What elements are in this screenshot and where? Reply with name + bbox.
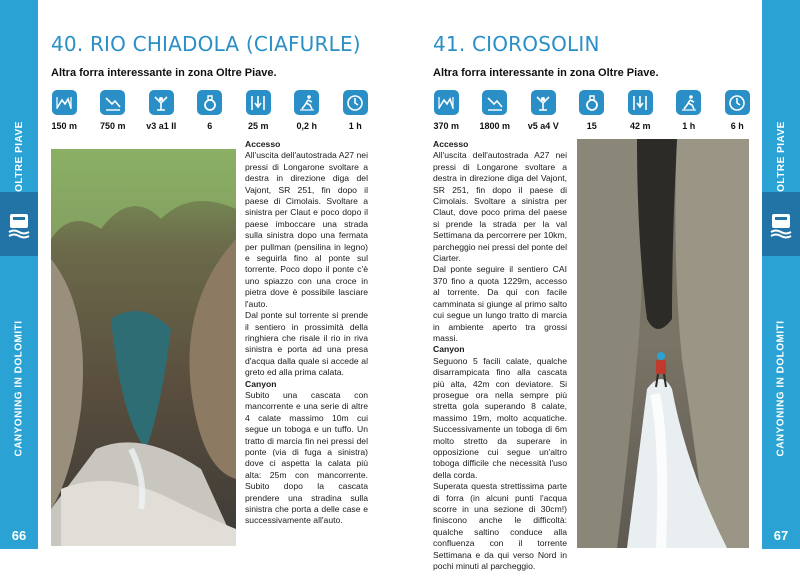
descent-icon (100, 90, 125, 115)
side-label-oltre-piave: OLTRE PIAVE (13, 120, 25, 192)
side-label-oltre-piave: OLTRE PIAVE (775, 120, 787, 192)
description-right (433, 139, 567, 572)
page-number-right: 67 (773, 527, 789, 543)
canyon-photo-left (51, 149, 236, 546)
side-label-canyoning: CANYONING IN DOLOMITI (775, 320, 787, 457)
stat-rating: v3 a1 II (137, 90, 186, 131)
longest-rappel-icon (246, 90, 271, 115)
stat-duration: 6 h (713, 90, 762, 131)
stat-duration: 1 h (331, 90, 380, 131)
stat-elevation: 370 m (422, 90, 471, 131)
approach-time-icon (294, 90, 319, 115)
approach-time-icon (676, 90, 701, 115)
stat-rappels: 15 (568, 90, 617, 131)
stat-longest-rappel: 42 m (616, 90, 665, 131)
rappels-count-icon (197, 90, 222, 115)
duration-icon (725, 90, 750, 115)
page-title-right: 41. CIOROSOLIN (433, 32, 600, 56)
access-text: All'uscita dell'autostrada A27 nei pressi di Longarone svoltare a destra in direzione diga del Vajont, SR 251, fin dopo il paese di Cimolais. Svoltare a sinistra per Claut e poco dopo il paese imboccare una strada sulla sinistra dopo una fermata per pullman (pensilina in legno) e seguirla fino al ponte sul torrente. Poco dopo il ponte c'è uno spiazzo con una croce in pietra dove è possibile lasciare l'auto. (245, 150, 368, 309)
access-text: All'uscita dell'autostrada A27 nei pressi di Longarone svoltare a destra in direzione diga del Vajont, SR 251, fin dopo il paese di Cimolais. Svoltare a sinistra per Claut, dove poco prima del paese si prende la strada per la val Settimana da percorrere per 10km, parcheggio nei pressi del ponte del Ciarter. (433, 150, 567, 264)
stat-rappels: 6 (186, 90, 235, 131)
longest-rappel-icon (628, 90, 653, 115)
access-heading: Accesso (433, 139, 469, 149)
rappels-count-icon (579, 90, 604, 115)
right-side-bar (762, 0, 800, 581)
canyon-text: Subito una cascata con mancorrente e una serie di altre 4 calate massimo 10m cui segue un toboga e un tuffo. Un tratto di marcia fin nei pressi del ponte (via di fuga a sinistra) dove ci aspetta la calata più alta: 25m con mancorrente. Subito dopo la cascata prendere una stradina sulla sinistra che porta a delle case e successivamente all'auto. (245, 389, 368, 526)
access-text-2: Dal ponte sul torrente si prende il sentiero in prossimità della ringhiera che risale il rio in riva sinistra e porta ad una presa d'acqua dalla quale si accede al greto ed alla prima calata. (245, 310, 368, 378)
stat-descent: 750 m (89, 90, 138, 131)
duration-icon (343, 90, 368, 115)
boat-icon (762, 192, 800, 256)
description-left (245, 139, 368, 527)
subtitle-left: Altra forra interessante in zona Oltre Piave. (51, 67, 277, 79)
stats-row-left (40, 90, 380, 131)
stat-approach-time: 1 h (665, 90, 714, 131)
access-heading: Accesso (245, 139, 281, 149)
page-number-left: 66 (11, 527, 27, 543)
kayak-badge (762, 192, 800, 256)
descent-icon (482, 90, 507, 115)
canyon-heading: Canyon (433, 344, 465, 355)
stat-longest-rappel: 25 m (234, 90, 283, 131)
access-text-2: Dal ponte seguire il sentiero CAI 370 fino a quota 1229m, accesso al torrente. Da qui con facile camminata si giunge al primo salto cui segue un lungo tratto di marcia in ambiente aperto tra grossi massi. (433, 264, 567, 343)
boat-icon (0, 192, 38, 256)
canyon-text: Seguono 5 facili calate, qualche disarrampicata fino alla cascata più alta, 42m con deviatore. Si prosegue ora nella sempre più stretta gola superando 8 calate, massimo 19m, molto acquatiche. Successivamente un toboga di 6m molto stretto da superare in opposizione cui segue un'altro toboga difficile che necessità l'uso della corda. (433, 355, 567, 480)
rating-icon (531, 90, 556, 115)
subtitle-right: Altra forra interessante in zona Oltre Piave. (433, 67, 659, 79)
canyon-text-2: Superata questa strettissima parte di forra (in alcuni punti l'acqua scorre in una sezione di 30cm!) finiscono anche le difficoltà: qualche saltino conduce alla confluenza con il torrente Settimana e da qui verso Nord in pochi minuti al parcheggio. (433, 481, 567, 572)
canyon-photo-right (577, 139, 749, 548)
stat-approach-time: 0,2 h (283, 90, 332, 131)
rating-icon (149, 90, 174, 115)
side-label-canyoning: CANYONING IN DOLOMITI (13, 320, 25, 457)
stat-rating: v5 a4 V (519, 90, 568, 131)
elevation-gain-icon (52, 90, 77, 115)
stat-elevation: 150 m (40, 90, 89, 131)
stats-row-right (422, 90, 762, 131)
kayak-badge (0, 192, 38, 256)
canyon-heading: Canyon (245, 378, 277, 389)
left-side-bar (0, 0, 38, 581)
page-title-left: 40. RIO CHIADOLA (CIAFURLE) (51, 32, 361, 56)
elevation-gain-icon (434, 90, 459, 115)
stat-descent: 1800 m (471, 90, 520, 131)
